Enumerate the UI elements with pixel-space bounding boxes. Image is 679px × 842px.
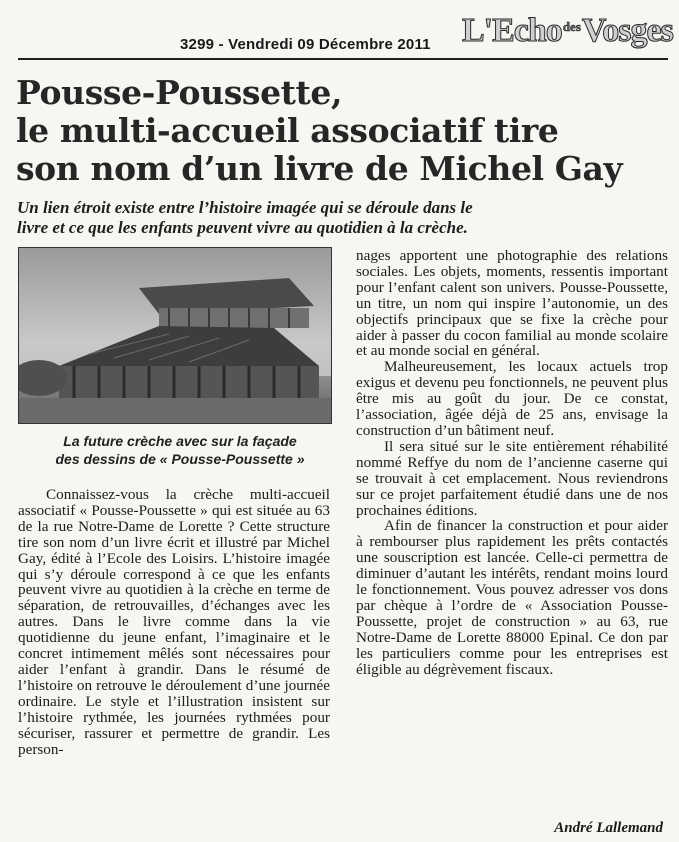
caption-line-1: La future crèche avec sur la façade: [63, 433, 297, 449]
standfirst-line-2: livre et ce que les enfants peuvent vivre au quotidien à la crèche.: [17, 218, 468, 237]
article-headline: [16, 74, 671, 188]
headline-line-3: son nom d’un livre de Michel Gay: [16, 149, 623, 188]
caption-line-2: des dessins de « Pousse-Poussette »: [55, 451, 305, 467]
header-rule: [18, 58, 668, 60]
building-photo: [18, 247, 332, 424]
photo-caption: [30, 432, 330, 468]
newspaper-masthead: [462, 12, 673, 50]
masthead-part-1: L'Echo: [462, 12, 562, 49]
body-paragraph: nages apportent une photographie des relations sociales. Les objets, moments, ressentis important pour l’enfant calent son univers. Pousse-Poussette, un titre, un nom qui inspire l’autonomie, un des objectifs principaux que se fixe la crèche pour aider à passer du cocon familial au monde scolaire et au monde social en général.: [356, 247, 668, 360]
building-photo-illustration: [19, 248, 331, 423]
article-column-left: [18, 487, 330, 757]
masthead-part-2: des: [562, 19, 581, 34]
body-paragraph: Afin de financer la construction et pour aider à rembourser plus rapidement les prêts contactés une souscription est lancée. Celle-ci permettra de diminuer d’autant les intérêts, rendant moins lourd le fonctionnement. Vous pouvez adresser vos dons par chèque à l’ordre de « Association Pousse-Poussette, projet de construction » au 63, rue Notre-Dame de Lorette 88000 Epinal. Ce don par les particuliers comme pour les entreprises est éligible au dégrèvement fiscaux.: [356, 517, 668, 678]
body-paragraph: Il sera situé sur le site entièrement réhabilité nommé Reffye du nom de l’ancienne caserne qui se trouvait à cet emplacement. Nous reviendrons sur ce projet parfaitement étudié dans une de nos prochaines éditions.: [356, 437, 668, 519]
headline-line-2: le multi-accueil associatif tire: [16, 111, 559, 150]
article-standfirst: [17, 198, 667, 238]
headline-line-1: Pousse-Poussette,: [16, 73, 343, 112]
body-paragraph: Malheureusement, les locaux actuels trop exigus et devenu peu fonctionnels, ne peuvent plus être mis au goût du jour. De ce constat, l’association, âgée déjà de 25 ans, envisage la construction d’un bâtiment neuf.: [356, 358, 668, 439]
author-byline: André Lallemand: [554, 820, 663, 836]
body-paragraph: Connaissez-vous la crèche multi-accueil associatif « Pousse-Poussette » qui est située au 63 de la rue Notre-Dame de Lorette ? Cette structure tire son nom d’un livre écrit et illustré par Michel Gay, édité à l’Ecole des Loisirs. L’histoire imagée qui s’y déroule correspond à ce que les enfants peuvent vivre au quotidien à la crèche en terme de séparation, de retrouvailles, d’échanges avec les autres. Dans le livre comme dans la vie quotidienne du jeune enfant, l’imaginaire et le concret intimement mêlés sont nécessaires pour aider l’enfant à grandir. Dans le résumé de l’histoire on retrouve le déroulement d’une journée ordinaire. Le style et l’illustration insistent sur l’histoire rythmée, les journées rythmées pour sécuriser, rassurer et permettre de grandir. Les person-: [18, 486, 330, 758]
masthead-part-3: Vosges: [581, 12, 673, 49]
issue-date-line: 3299 - Vendredi 09 Décembre 2011: [180, 36, 431, 53]
article-column-right: [356, 248, 668, 677]
standfirst-line-1: Un lien étroit existe entre l’histoire imagée qui se déroule dans le: [17, 198, 473, 217]
page-header: [0, 0, 679, 58]
